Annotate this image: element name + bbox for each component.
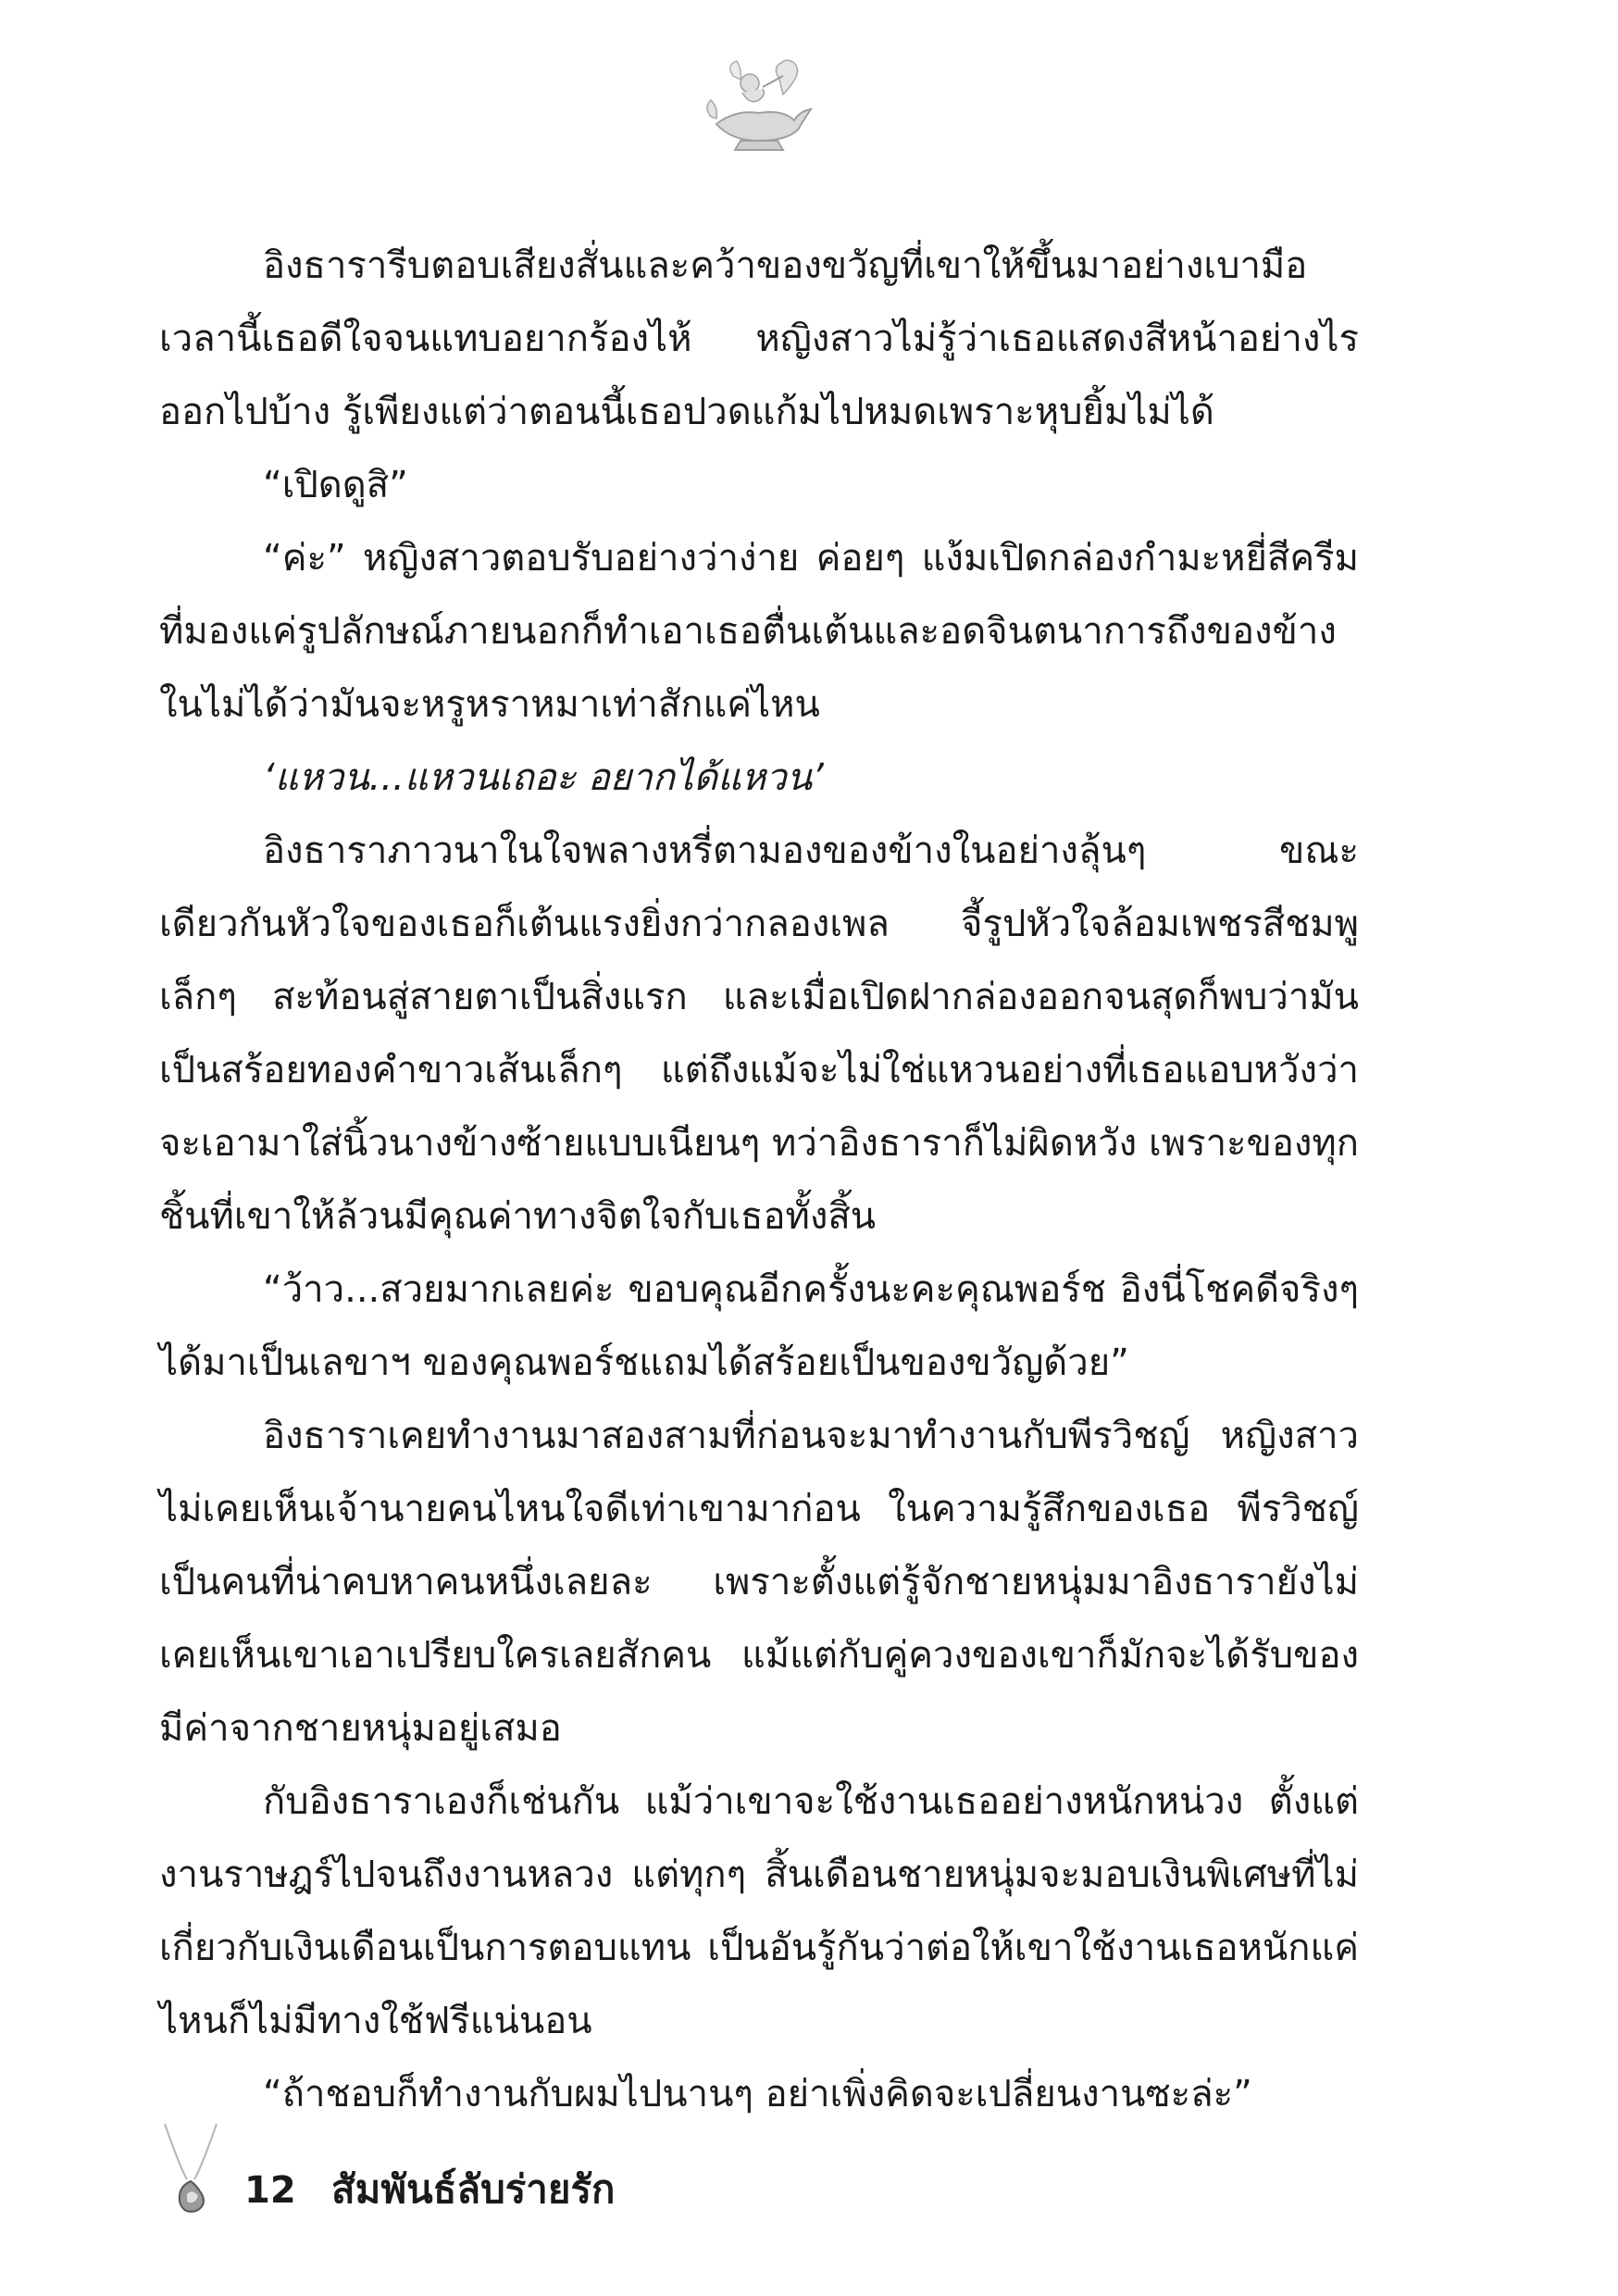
cupid-lamp-icon xyxy=(698,52,818,154)
book-title: สัมพันธ์ลับร่ายรัก xyxy=(331,2166,616,2212)
paragraph: กับอิงธาราเองก็เช่นกัน แม้ว่าเขาจะใช้งานเธออย่างหนักหน่วง ตั้งแต่งานราษฎร์ไปจนถึงงานหลวง แต่ทุกๆ สิ้นเดือนชายหนุ่มจะมอบเงินพิเศษที่ไม่เกี่ยวกับเงินเดือนเป็นการตอบแทน เป็นอันรู้กันว่าต่อให้เขาใช้งานเธอหนักแค่ไหนก็ไม่มีทางใช้ฟรีแน่นอน xyxy=(159,1780,1359,2042)
paragraph-thought: ‘แหวน...แหวนเถอะ อยากได้แหวน’ xyxy=(263,756,824,799)
paragraph: อิงธาราภาวนาในใจพลางหรี่ตามองของข้างในอย่างลุ้นๆ ขณะเดียวกันหัวใจของเธอก็เต้นแรงยิ่งกว่ากลองเพล จี้รูปหัวใจล้อมเพชรสีชมพูเล็กๆ สะท้อนสู่สายตาเป็นสิ่งแรก และเมื่อเปิดฝากล่องออกจนสุดก็พบว่ามันเป็นสร้อยทองคำขาวเส้นเล็กๆ แต่ถึงแม้จะไม่ใช่แหวนอย่างที่เธอแอบหวังว่าจะเอามาใส่นิ้วนางข้างซ้ายแบบเนียนๆ ทว่าอิงธาราก็ไม่ผิดหวัง เพราะของทุกชิ้นที่เขาให้ล้วนมีคุณค่าทางจิตใจกับเธอทั้งสิ้น xyxy=(159,830,1359,1238)
page-footer xyxy=(159,2120,900,2231)
page-number: 12 xyxy=(244,2169,296,2212)
necklace-pendant-icon xyxy=(159,2120,224,2222)
paragraph: “ถ้าชอบก็ทำงานกับผมไปนานๆ อย่าเพิ่งคิดจะเปลี่ยนงานซะล่ะ” xyxy=(263,2073,1252,2115)
body-text xyxy=(159,230,1359,2131)
paragraph: อิงธารารีบตอบเสียงสั่นและคว้าของขวัญที่เขาให้ขึ้นมาอย่างเบามือ เวลานี้เธอดีใจจนแทบอยากร้องไห้ หญิงสาวไม่รู้ว่าเธอแสดงสีหน้าอย่างไรออกไปบ้าง รู้เพียงแต่ว่าตอนนี้เธอปวดแก้มไปหมดเพราะหุบยิ้มไม่ได้ xyxy=(159,244,1359,433)
paragraph: “ว้าว...สวยมากเลยค่ะ ขอบคุณอีกครั้งนะคะคุณพอร์ช อิงนี่โชคดีจริงๆ ได้มาเป็นเลขาฯ ของคุณพอร์ชแถมได้สร้อยเป็นของขวัญด้วย” xyxy=(159,1268,1359,1384)
paragraph: อิงธาราเคยทำงานมาสองสามที่ก่อนจะมาทำงานกับพีรวิชญ์ หญิงสาวไม่เคยเห็นเจ้านายคนไหนใจดีเท่าเขามาก่อน ในความรู้สึกของเธอ พีรวิชญ์เป็นคนที่น่าคบหาคนหนึ่งเลยละ เพราะตั้งแต่รู้จักชายหนุ่มมาอิงธารายังไม่เคยเห็นเขาเอาเปรียบใครเลยสักคน แม้แต่กับคู่ควงของเขาก็มักจะได้รับของมีค่าจากชายหนุ่มอยู่เสมอ xyxy=(159,1415,1359,1750)
paragraph: “ค่ะ” หญิงสาวตอบรับอย่างว่าง่าย ค่อยๆ แง้มเปิดกล่องกำมะหยี่สีครีมที่มองแค่รูปลักษณ์ภายนอกก็ทำเอาเธอตื่นเต้นและอดจินตนาการถึงของข้างในไม่ได้ว่ามันจะหรูหราหมาเท่าสักแค่ไหน xyxy=(159,537,1359,726)
paragraph: “เปิดดูสิ” xyxy=(263,464,408,506)
